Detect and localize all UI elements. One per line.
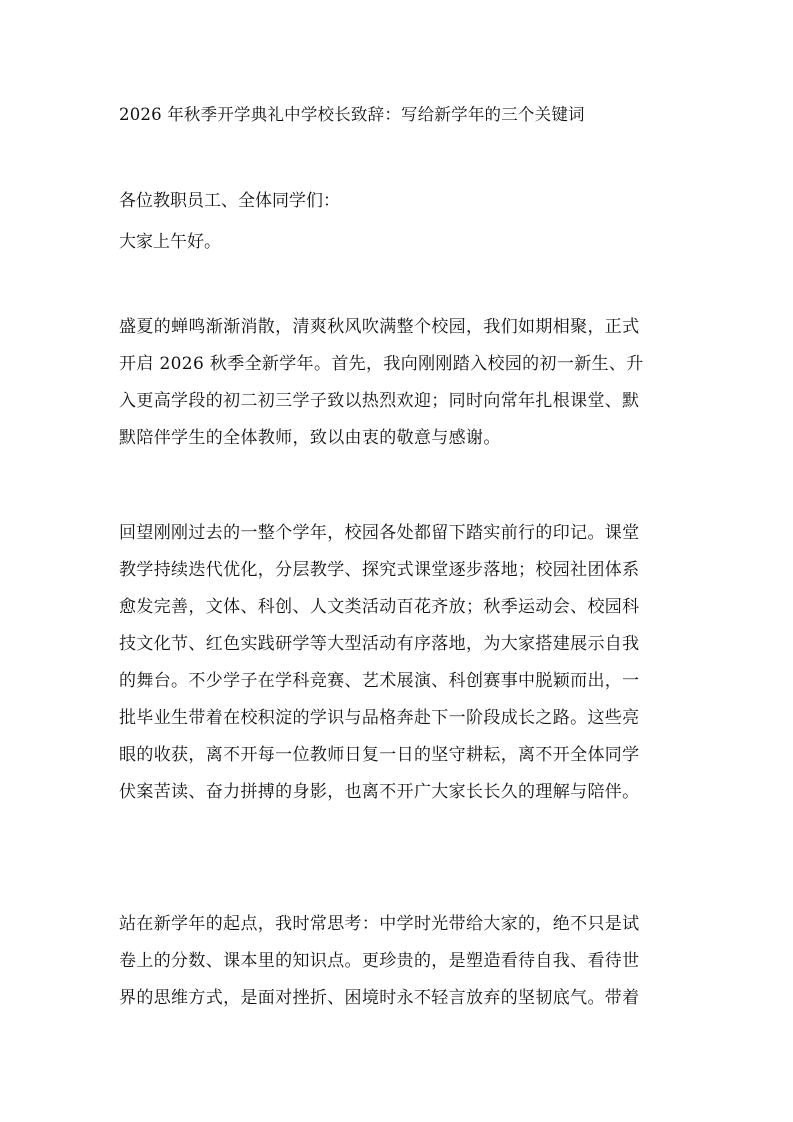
paragraph-line: 伏案苦读、奋力拼搏的身影，也离不开广大家长长久的理解与陪伴。 — [119, 782, 640, 802]
paragraph-line: 卷上的分数、课本里的知识点。更珍贵的，是塑造看待自我、看待世 — [119, 951, 640, 971]
paragraph-line: 愈发完善，文体、科创、人文类活动百花齐放；秋季运动会、校园科 — [119, 597, 640, 617]
document-title: 2026 年秋季开学典礼中学校长致辞：写给新学年的三个关键词 — [119, 105, 585, 124]
paragraph-line: 盛夏的蝉鸣渐渐消散，清爽秋风吹满整个校园，我们如期相聚，正式 — [119, 317, 640, 337]
paragraph-line: 入更高学段的初二初三学子致以热烈欢迎；同时向常年扎根课堂、默 — [119, 391, 640, 411]
paragraph-welcome — [119, 315, 682, 463]
paragraph-line: 的舞台。不少学子在学科竞赛、艺术展演、科创赛事中脱颖而出，一 — [119, 671, 640, 691]
paragraph-line: 眼的收获，离不开每一位教师日复一日的坚守耕耘，离不开全体同学 — [119, 745, 640, 765]
paragraph-line: 界的思维方式，是面对挫折、困境时永不轻言放弃的坚韧底气。带着 — [119, 988, 640, 1008]
paragraph-line: 技文化节、红色实践研学等大型活动有序落地，为大家搭建展示自我 — [119, 634, 640, 654]
paragraph-reflection — [119, 912, 682, 1023]
paragraph-review — [119, 521, 682, 817]
paragraph-line: 教学持续迭代优化，分层教学、探究式课堂逐步落地；校园社团体系 — [119, 560, 640, 580]
salutation: 各位教职员工、全体同学们： — [119, 191, 340, 211]
greeting: 大家上午好。 — [119, 232, 221, 252]
paragraph-line: 批毕业生带着在校积淀的学识与品格奔赴下一阶段成长之路。这些亮 — [119, 708, 640, 728]
paragraph-line: 站在新学年的起点，我时常思考：中学时光带给大家的，绝不只是试 — [119, 914, 640, 934]
paragraph-line: 开启 2026 秋季全新学年。首先，我向刚刚踏入校园的初一新生、升 — [119, 354, 644, 374]
paragraph-line: 默陪伴学生的全体教师，致以由衷的敬意与感谢。 — [119, 428, 501, 448]
paragraph-line: 回望刚刚过去的一整个学年，校园各处都留下踏实前行的印记。课堂 — [119, 523, 640, 543]
